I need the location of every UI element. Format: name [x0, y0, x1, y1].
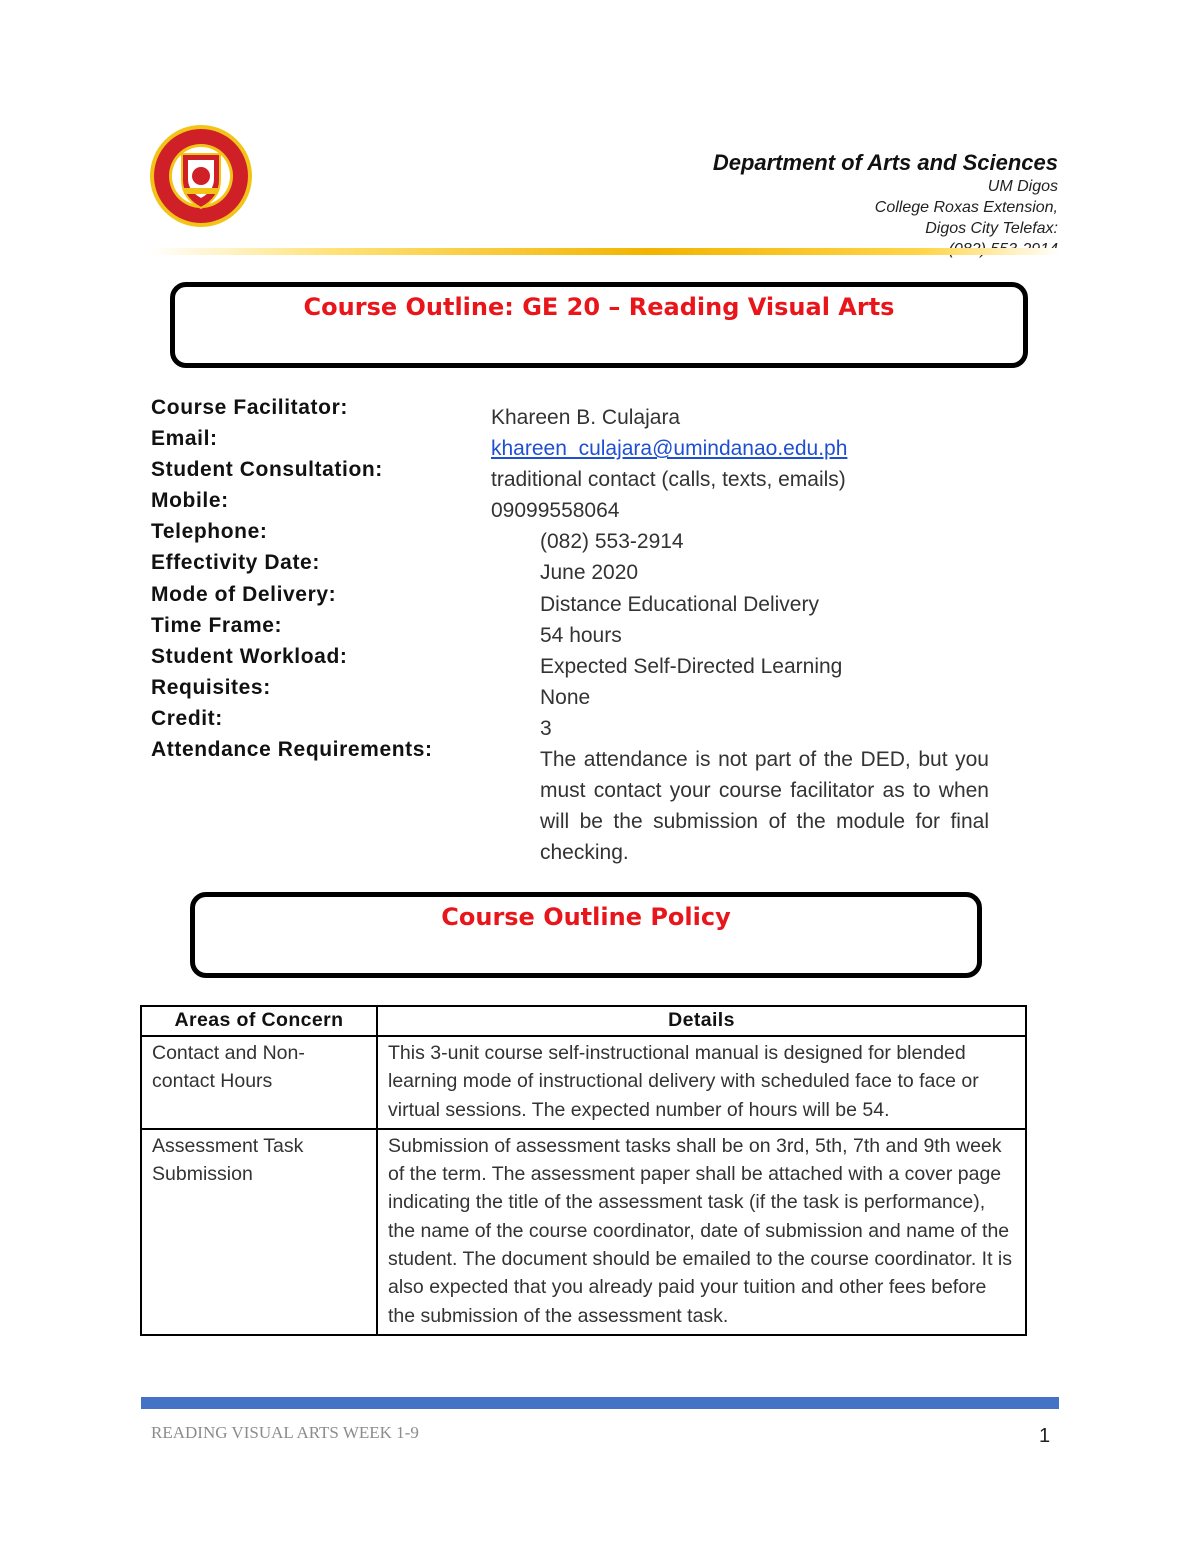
row-area: Assessment Task Submission: [141, 1129, 377, 1335]
college-logo: [148, 124, 254, 228]
value-credit: 3: [540, 716, 552, 740]
label-course-facilitator: Course Facilitator:: [151, 396, 348, 419]
course-outline-title: Course Outline: GE 20 – Reading Visual Arts: [303, 293, 895, 321]
label-effectivity-date: Effectivity Date:: [151, 551, 320, 575]
header-areas-of-concern: Areas of Concern: [141, 1006, 377, 1036]
campus-name: UM Digos: [987, 178, 1058, 195]
table-row: [141, 1036, 1026, 1129]
label-time-frame: Time Frame:: [151, 613, 283, 637]
label-mobile: Mobile:: [151, 489, 229, 513]
label-attendance-requirements: Attendance Requirements:: [151, 738, 433, 762]
policy-table: [140, 1005, 1027, 1336]
value-facilitator: Khareen B. Culajara: [491, 406, 681, 429]
policy-title-box: [190, 892, 982, 978]
course-info-labels: [151, 392, 471, 765]
label-credit: Credit:: [151, 706, 223, 730]
table-row: [141, 1129, 1026, 1335]
policy-title: Course Outline Policy: [441, 903, 731, 931]
label-telephone: Telephone:: [151, 520, 268, 544]
value-workload: Expected Self-Directed Learning: [540, 654, 843, 678]
label-email: Email:: [151, 427, 218, 451]
address-line-1: College Roxas Extension,: [874, 199, 1058, 216]
row-details: This 3-unit course self-instructional manual is designed for blended learning mode of instructional delivery with scheduled face to face or virtual sessions. The expected number of hours will be 54.: [377, 1036, 1026, 1129]
value-mode-of-delivery: Distance Educational Delivery: [540, 592, 819, 616]
course-outline-title-box: [170, 282, 1028, 368]
header-divider: [148, 248, 1060, 255]
value-consultation: traditional contact (calls, texts, emails): [491, 468, 846, 492]
row-details: Submission of assessment tasks shall be on 3rd, 5th, 7th and 9th week of the term. The assessment paper shall be attached with a cover page indicating the title of the assessment task (if the task is performance), the name of the course coordinator, date of submission and name of the student. The document should be emailed to the course coordinator. It is also expected that you already paid your tuition and other fees before the submission of the assessment task.: [377, 1129, 1026, 1335]
email-link[interactable]: khareen_culajara@umindanao.edu.ph: [491, 437, 848, 461]
label-mode-of-delivery: Mode of Delivery:: [151, 582, 337, 606]
label-student-workload: Student Workload:: [151, 644, 348, 668]
department-header: [713, 150, 1058, 249]
page-number: 1: [1039, 1425, 1051, 1447]
course-info-values: [491, 402, 1001, 868]
row-area: Contact and Non-contact Hours: [141, 1036, 377, 1129]
footer-divider: [141, 1397, 1059, 1409]
value-effectivity-date: June 2020: [540, 561, 639, 585]
value-time-frame: 54 hours: [540, 623, 622, 647]
header-details: Details: [377, 1006, 1026, 1036]
value-attendance: The attendance is not part of the DED, but you must contact your course facilitator as to when will be the submission of the module for final checking.: [540, 748, 989, 865]
label-student-consultation: Student Consultation:: [151, 458, 383, 482]
value-mobile: 09099558064: [491, 499, 620, 523]
table-header-row: [141, 1006, 1026, 1036]
value-requisites: None: [540, 685, 591, 709]
footer-title: READING VISUAL ARTS WEEK 1-9: [151, 1423, 419, 1442]
value-telephone: (082) 553-2914: [540, 530, 684, 554]
address-line-2: Digos City Telefax:: [925, 220, 1058, 237]
department-title: Department of Arts and Sciences: [712, 150, 1058, 175]
label-requisites: Requisites:: [151, 675, 271, 699]
